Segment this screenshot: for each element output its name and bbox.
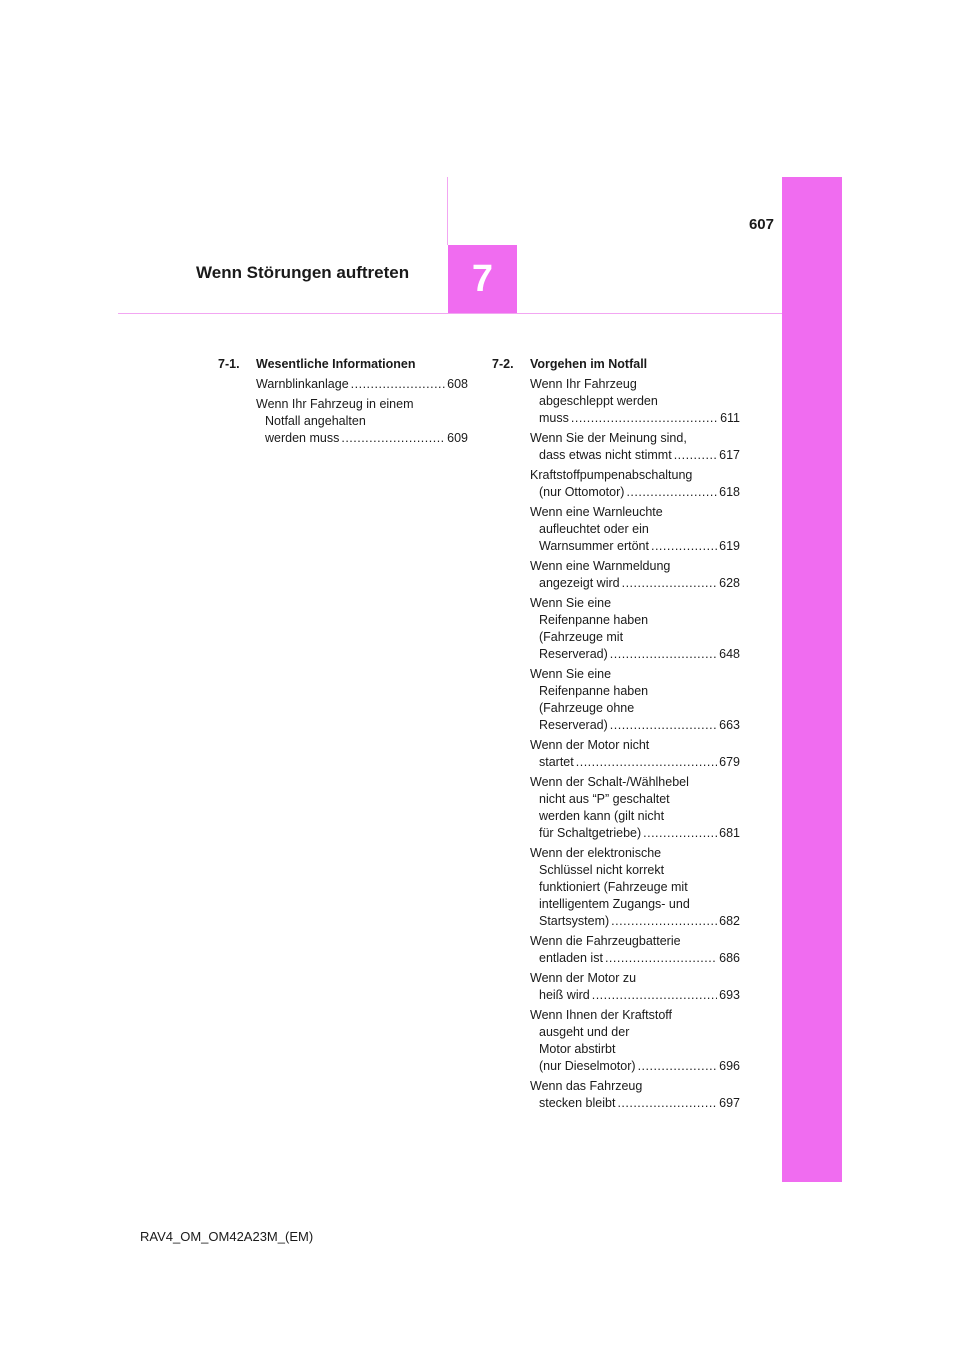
toc-entry-text: Reserverad) bbox=[539, 647, 608, 661]
toc-entry-line: Wenn das Fahrzeug bbox=[530, 1079, 643, 1093]
toc-entry-text: startet bbox=[539, 755, 574, 769]
toc-entry-line: Wenn der elektronische bbox=[530, 846, 662, 860]
section-title: Vorgehen im Notfall bbox=[530, 357, 648, 371]
dot-leader bbox=[605, 950, 717, 967]
dot-leader bbox=[351, 376, 445, 393]
dot-leader bbox=[638, 1058, 718, 1075]
dot-leader bbox=[651, 538, 717, 555]
toc-entry-line: Schlüssel nicht korrekt bbox=[539, 863, 665, 877]
toc-entry-line bbox=[256, 430, 468, 447]
toc-column-right bbox=[492, 356, 740, 1115]
toc-entry-line: (Fahrzeuge ohne bbox=[539, 701, 635, 715]
toc-entries bbox=[530, 376, 740, 1112]
toc-entry-line bbox=[530, 484, 740, 501]
dot-leader bbox=[610, 646, 717, 663]
toc-entry-line: Wenn Sie der Meinung sind, bbox=[530, 431, 687, 445]
toc-entry[interactable] bbox=[530, 1007, 740, 1075]
toc-entry-text: Warnblinkanlage bbox=[256, 377, 349, 391]
toc-entry-line bbox=[530, 1058, 740, 1075]
toc-entry-line: Wenn Sie eine bbox=[530, 596, 612, 610]
dot-leader bbox=[610, 717, 717, 734]
toc-entry-line bbox=[530, 538, 740, 555]
section-heading bbox=[218, 356, 468, 373]
dot-leader bbox=[576, 754, 717, 771]
toc-page-number: 696 bbox=[719, 1059, 740, 1073]
dot-leader bbox=[571, 410, 718, 427]
toc-entry[interactable] bbox=[256, 376, 468, 393]
toc-entry-line: Wenn Sie eine bbox=[530, 667, 612, 681]
toc-page-number: 697 bbox=[719, 1096, 740, 1110]
toc-entry[interactable] bbox=[530, 845, 740, 930]
dot-leader bbox=[341, 430, 445, 447]
toc-entry-text: Warnsummer ertönt bbox=[539, 539, 649, 553]
toc-entry[interactable] bbox=[530, 558, 740, 592]
section-heading bbox=[492, 356, 740, 373]
toc-entry-line: abgeschleppt werden bbox=[539, 394, 658, 408]
toc-entry[interactable] bbox=[530, 430, 740, 464]
toc-entry-line: nicht aus “P” geschaltet bbox=[539, 792, 670, 806]
toc-entry[interactable] bbox=[256, 396, 468, 447]
toc-entry-text: Reserverad) bbox=[539, 718, 608, 732]
toc-page-number: 679 bbox=[719, 755, 740, 769]
toc-page-number: 681 bbox=[719, 826, 740, 840]
section-number: 7-2. bbox=[492, 357, 514, 371]
toc-entry-line bbox=[530, 447, 740, 464]
toc-entry-text: für Schaltgetriebe) bbox=[539, 826, 642, 840]
toc-entry-text: Startsystem) bbox=[539, 914, 610, 928]
toc-entry-line: intelligentem Zugangs- und bbox=[539, 897, 690, 911]
toc-entry-line: Reifenpanne haben bbox=[539, 613, 649, 627]
toc-entry-line bbox=[530, 410, 740, 427]
toc-entry-line: ausgeht und der bbox=[539, 1025, 630, 1039]
toc-page-number: 618 bbox=[719, 485, 740, 499]
toc-entry[interactable] bbox=[530, 933, 740, 967]
toc-entry-line: Wenn Ihr Fahrzeug bbox=[530, 377, 637, 391]
toc-entry-line bbox=[530, 1095, 740, 1112]
toc-entry-line bbox=[530, 754, 740, 771]
dot-leader bbox=[592, 987, 717, 1004]
toc-entry[interactable] bbox=[530, 467, 740, 501]
toc-entry-line bbox=[530, 646, 740, 663]
toc-entry-line: Wenn die Fahrzeugbatterie bbox=[530, 934, 681, 948]
toc-page-number: 611 bbox=[720, 411, 740, 425]
toc-page-number: 619 bbox=[719, 539, 740, 553]
section-number: 7-1. bbox=[218, 357, 240, 371]
toc-entry-text: heiß wird bbox=[539, 988, 590, 1002]
chapter-side-tab bbox=[782, 177, 842, 1182]
toc-entry-line: Wenn eine Warnmeldung bbox=[530, 559, 671, 573]
document-code: RAV4_OM_OM42A23M_(EM) bbox=[140, 1229, 314, 1244]
toc-entry-text: stecken bleibt bbox=[539, 1096, 616, 1110]
toc-entry-text: dass etwas nicht stimmt bbox=[539, 448, 672, 462]
toc-entry-text: werden muss bbox=[265, 431, 340, 445]
toc-entry-text: (nur Dieselmotor) bbox=[539, 1059, 636, 1073]
header-horizontal-rule bbox=[118, 313, 782, 314]
toc-entry[interactable] bbox=[530, 1078, 740, 1112]
toc-entry-line bbox=[530, 913, 740, 930]
chapter-title: Wenn Störungen auftreten bbox=[196, 263, 410, 282]
toc-entry-line: werden kann (gilt nicht bbox=[539, 809, 665, 823]
toc-entry-line: Notfall angehalten bbox=[265, 414, 366, 428]
toc-entry-line: Wenn Ihnen der Kraftstoff bbox=[530, 1008, 672, 1022]
toc-page-number: 608 bbox=[447, 377, 468, 391]
toc-entry[interactable] bbox=[530, 376, 740, 427]
toc-entry-text: entladen ist bbox=[539, 951, 603, 965]
toc-page-number: 682 bbox=[719, 914, 740, 928]
dot-leader bbox=[622, 575, 718, 592]
toc-entry-line: Wenn Ihr Fahrzeug in einem bbox=[256, 397, 414, 411]
toc-entry-line: Wenn der Motor zu bbox=[530, 971, 637, 985]
toc-entry[interactable] bbox=[530, 504, 740, 555]
toc-entry-line: aufleuchtet oder ein bbox=[539, 522, 649, 536]
dot-leader bbox=[617, 1095, 717, 1112]
toc-entry-line: Reifenpanne haben bbox=[539, 684, 649, 698]
toc-entry[interactable] bbox=[530, 970, 740, 1004]
chapter-number: 7 bbox=[471, 257, 494, 300]
toc-entry-line: Wenn der Motor nicht bbox=[530, 738, 650, 752]
toc-page-number: 617 bbox=[719, 448, 740, 462]
toc-entry-text: muss bbox=[539, 411, 569, 425]
header-vertical-rule bbox=[447, 177, 448, 245]
toc-page-number: 609 bbox=[447, 431, 468, 445]
toc-entry-line bbox=[256, 376, 468, 393]
toc-column-left bbox=[218, 356, 468, 450]
dot-leader bbox=[643, 825, 717, 842]
toc-entry-line: Wenn eine Warnleuchte bbox=[530, 505, 663, 519]
toc-page-number: 648 bbox=[719, 647, 740, 661]
dot-leader bbox=[626, 484, 717, 501]
toc-entry-line bbox=[530, 950, 740, 967]
toc-entries bbox=[256, 376, 468, 447]
toc-entry-line: funktioniert (Fahrzeuge mit bbox=[539, 880, 688, 894]
section-title: Wesentliche Informationen bbox=[256, 357, 416, 371]
toc-entry[interactable] bbox=[530, 666, 740, 734]
toc-page-number: 693 bbox=[719, 988, 740, 1002]
toc-entry-line bbox=[530, 825, 740, 842]
dot-leader bbox=[611, 913, 717, 930]
toc-entry-line: (Fahrzeuge mit bbox=[539, 630, 624, 644]
toc-entry-line: Wenn der Schalt-/Wählhebel bbox=[530, 775, 689, 789]
dot-leader bbox=[674, 447, 717, 464]
toc-entry-line: Kraftstoffpumpenabschaltung bbox=[530, 468, 693, 482]
toc-entry-line: Motor abstirbt bbox=[539, 1042, 616, 1056]
toc-entry[interactable] bbox=[530, 774, 740, 842]
toc-entry-line bbox=[530, 575, 740, 592]
toc-entry-line bbox=[530, 987, 740, 1004]
toc-page-number: 663 bbox=[719, 718, 740, 732]
chapter-number-box bbox=[448, 245, 517, 313]
toc-entry-text: angezeigt wird bbox=[539, 576, 620, 590]
toc-entry[interactable] bbox=[530, 737, 740, 771]
toc-entry-text: (nur Ottomotor) bbox=[539, 485, 625, 499]
page-number: 607 bbox=[748, 216, 774, 233]
toc-entry[interactable] bbox=[530, 595, 740, 663]
toc-page-number: 628 bbox=[719, 576, 740, 590]
toc-page-number: 686 bbox=[719, 951, 740, 965]
toc-entry-line bbox=[530, 717, 740, 734]
